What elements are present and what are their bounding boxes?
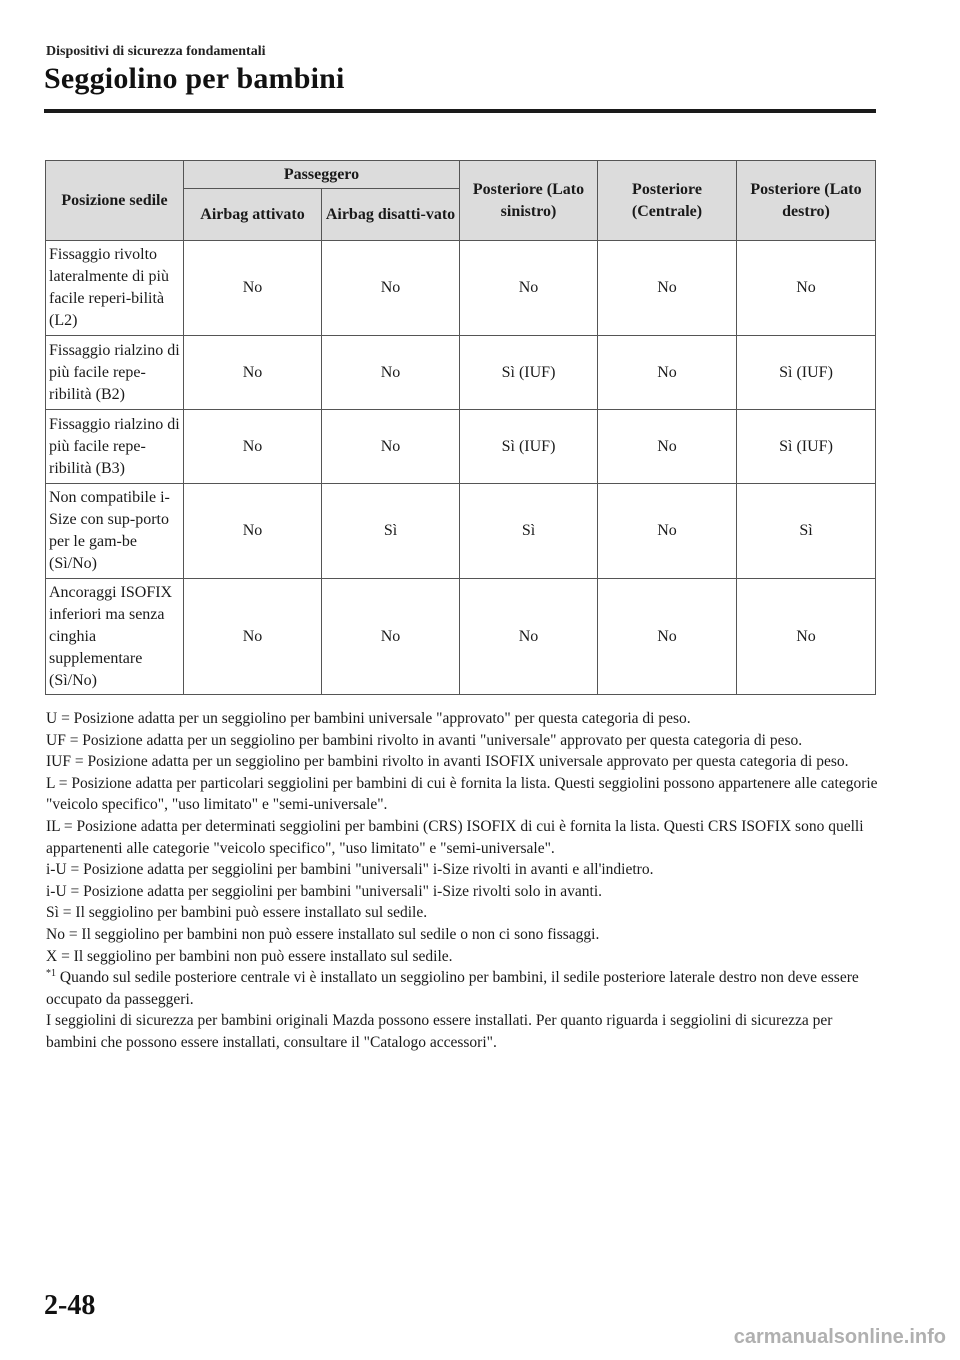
page-number: 2-48: [44, 1290, 96, 1321]
row-label: Fissaggio rivolto lateralmente di più facile reperi-bilità (L2): [46, 241, 184, 336]
cell-value: No: [460, 241, 598, 336]
cell-value: No: [322, 579, 460, 695]
footnote-text: Quando sul sedile posteriore centrale vi è installato un seggiolino per bambini, il sedile posteriore laterale destro non deve essere occupato da passeggeri.: [46, 969, 859, 1008]
header-rear-left: Posteriore (Lato sinistro): [460, 161, 598, 241]
cell-value: No: [322, 241, 460, 336]
row-label: Fissaggio rialzino di più facile repe-ribilità (B3): [46, 410, 184, 484]
table-row: [46, 241, 876, 336]
cell-value: No: [184, 579, 322, 695]
note-iu-both: i-U = Posizione adatta per seggiolini per bambini "universali" i-Size rivolti in avanti e all'indietro.: [46, 861, 654, 879]
header-airbag-off: Airbag disatti-vato: [322, 189, 460, 241]
cell-value: No: [322, 336, 460, 410]
note-si: Sì = Il seggiolino per bambini può essere installato sul sedile.: [46, 904, 428, 922]
table-row: [46, 336, 876, 410]
cell-value: No: [460, 579, 598, 695]
seat-compatibility-table: [45, 160, 876, 695]
table-row: [46, 484, 876, 579]
footnote-mark: *1: [46, 967, 56, 979]
cell-value: Sì: [460, 484, 598, 579]
note-il: IL = Posizione adatta per determinati seggiolini per bambini (CRS) ISOFIX di cui è fornita la lista. Questi CRS ISOFIX sono quelli appartenenti alle categorie "veicolo specifico", "uso limitato" e "semi-universale".: [46, 817, 864, 857]
cell-value: No: [184, 410, 322, 484]
row-label: Fissaggio rialzino di più facile repe-ribilità (B2): [46, 336, 184, 410]
cell-value: No: [737, 241, 876, 336]
section-label: Dispositivi di sicurezza fondamentali: [46, 44, 266, 59]
cell-value: Sì: [737, 484, 876, 579]
note-l: L = Posizione adatta per particolari seggiolini per bambini di cui è fornita la lista. Questi seggiolini possono appartenere alle categorie "veicolo specifico", "uso limitato" e "semi-universale".: [46, 774, 878, 814]
watermark: carmanualsonline.info: [733, 1326, 946, 1348]
header-passenger: Passeggero: [184, 161, 460, 189]
cell-value: Sì: [322, 484, 460, 579]
cell-value: No: [184, 336, 322, 410]
note-x: X = Il seggiolino per bambini non può essere installato sul sedile.: [46, 947, 453, 965]
note-mazda-accessories: I seggiolini di sicurezza per bambini originali Mazda possono essere installati. Per quanto riguarda i seggiolini di sicurezza per bambini che possono essere installati, consultare il "Catalogo accessori".: [46, 1012, 833, 1051]
cell-value: Sì (IUF): [737, 336, 876, 410]
cell-value: Sì (IUF): [737, 410, 876, 484]
cell-value: No: [598, 336, 737, 410]
cell-value: No: [184, 484, 322, 579]
note-iu-forward: i-U = Posizione adatta per seggiolini per bambini "universali" i-Size rivolti solo in avanti.: [46, 882, 603, 900]
note-iuf: IUF = Posizione adatta per un seggiolino per bambini rivolto in avanti ISOFIX universale approvato per questa categoria di peso.: [46, 753, 849, 771]
cell-value: Sì (IUF): [460, 336, 598, 410]
header-rear-right: Posteriore (Lato destro): [737, 161, 876, 241]
cell-value: No: [598, 484, 737, 579]
note-no: No = Il seggiolino per bambini non può essere installato sul sedile o non ci sono fissaggi.: [46, 925, 600, 943]
header-rear-center: Posteriore (Centrale): [598, 161, 737, 241]
note-footnote: [46, 967, 878, 1010]
cell-value: No: [737, 579, 876, 695]
row-label: Ancoraggi ISOFIX inferiori ma senza cinghia supplementare (Sì/No): [46, 579, 184, 695]
header-seat-position: Posizione sedile: [46, 161, 184, 241]
table-row: [46, 579, 876, 695]
cell-value: No: [598, 410, 737, 484]
cell-value: No: [322, 410, 460, 484]
table-row: [46, 410, 876, 484]
title-rule: [44, 109, 876, 113]
cell-value: No: [184, 241, 322, 336]
cell-value: Sì (IUF): [460, 410, 598, 484]
cell-value: No: [598, 241, 737, 336]
row-label: Non compatibile i-Size con sup-porto per le gam-be (Sì/No): [46, 484, 184, 579]
note-u: U = Posizione adatta per un seggiolino per bambini universale "approvato" per questa categoria di peso.: [46, 710, 691, 727]
legend-notes: [46, 708, 878, 1054]
note-uf: UF = Posizione adatta per un seggiolino per bambini rivolto in avanti "universale" approvato per questa categoria di peso.: [46, 731, 803, 749]
page-title: Seggiolino per bambini: [44, 62, 345, 95]
cell-value: No: [598, 579, 737, 695]
header-airbag-on: Airbag attivato: [184, 189, 322, 241]
